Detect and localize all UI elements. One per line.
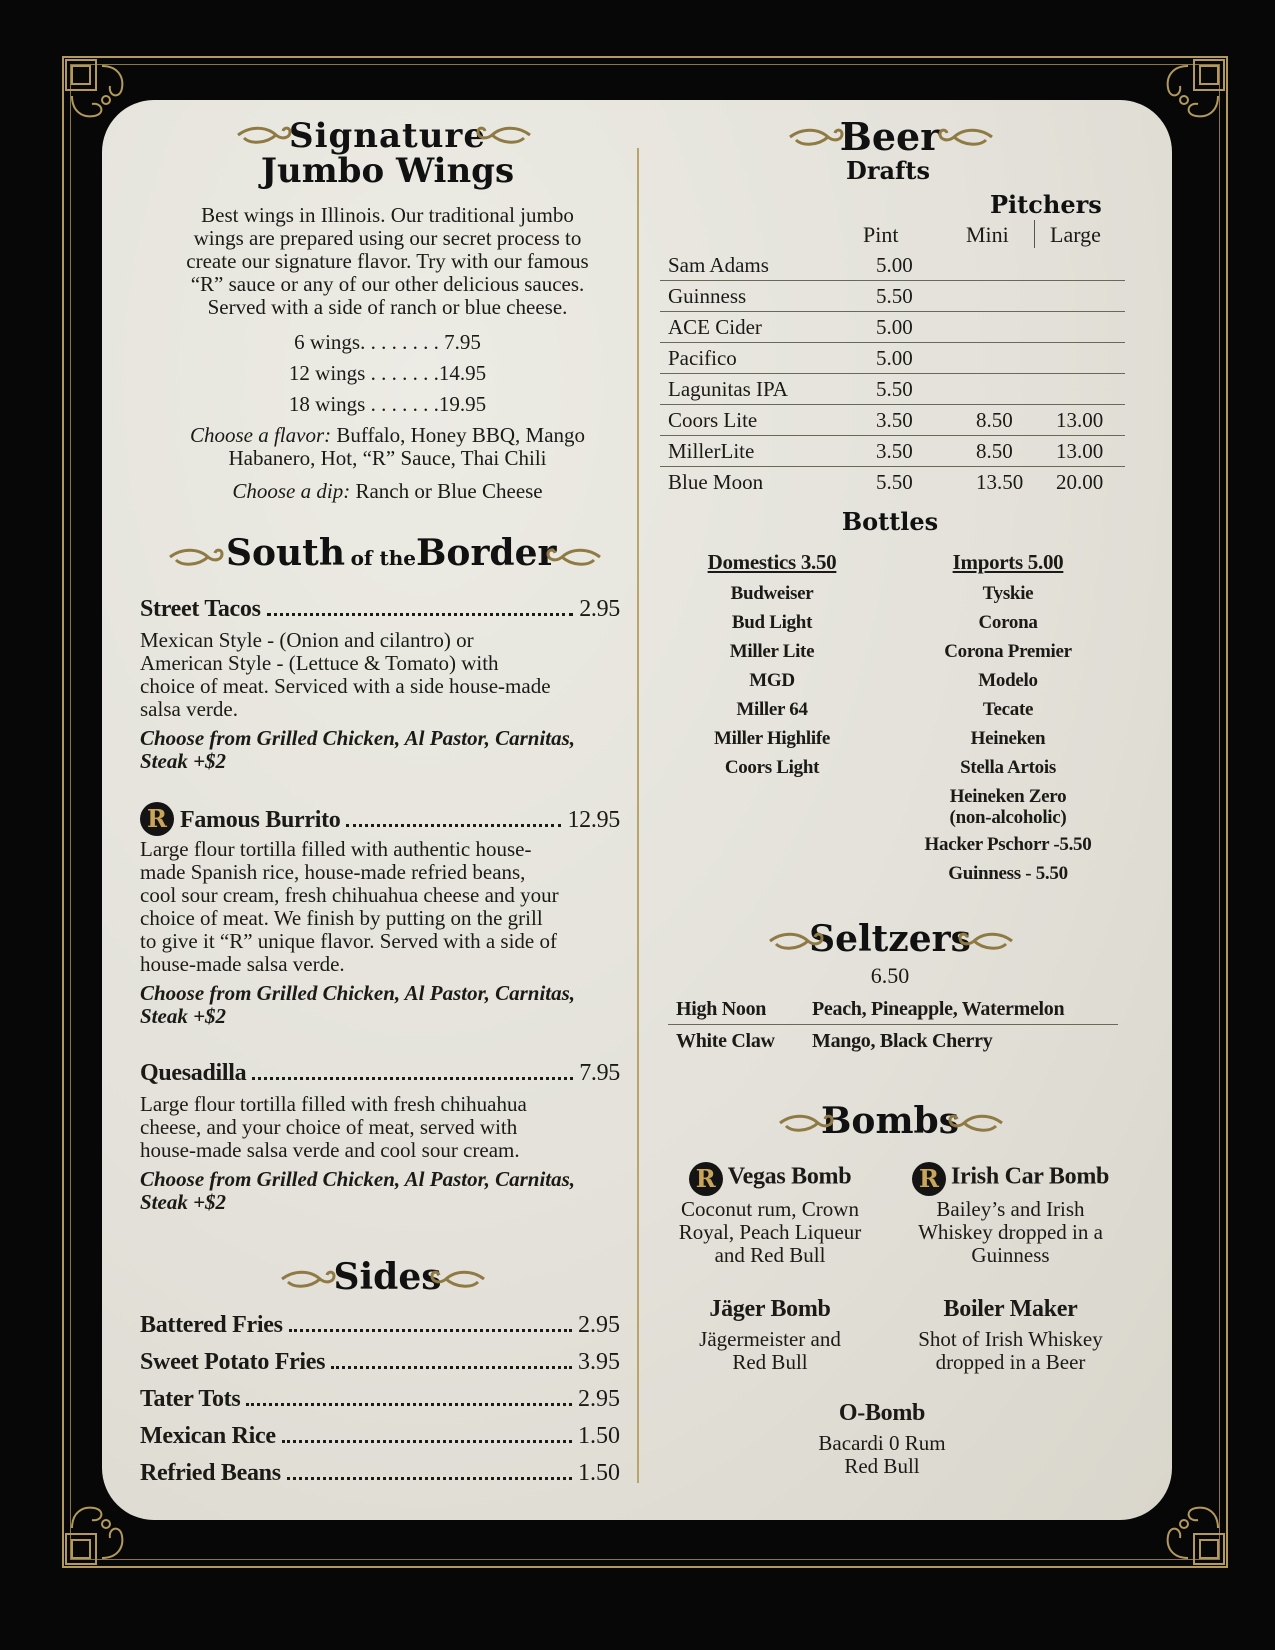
item-price: 7.95 (579, 1060, 620, 1086)
side-item (140, 1460, 620, 1497)
desc-line: American Style - (Lettuce & Tomato) with (140, 651, 499, 675)
item-name: Street Tacos (140, 596, 261, 622)
desc-line: cheese, and your choice of meat, served with (140, 1115, 518, 1139)
imports-list (893, 548, 1123, 888)
side-price: 1.50 (578, 1423, 620, 1449)
bomb-name: Boiler Maker (943, 1296, 1078, 1322)
desc-line: dropped in a Beer (935, 1350, 1086, 1374)
draft-large (1056, 374, 1125, 405)
item-description (140, 1093, 620, 1162)
seltzer-flavors: Mango, Black Cherry (812, 1029, 993, 1052)
r-badge-icon: R (140, 802, 174, 836)
choose-line: Steak +$2 (140, 1190, 227, 1214)
bomb-name: Jäger Bomb (709, 1296, 831, 1322)
bottle-item: Budweiser (730, 583, 814, 604)
wings-price-item: 12 wings . . . . . . .14.95 (288, 361, 487, 385)
desc-line: Royal, Peach Liqueur (678, 1220, 862, 1244)
bottle-item: Modelo (978, 670, 1038, 691)
r-badge-icon: R (912, 1162, 946, 1196)
bottle-item: Stella Artois (960, 757, 1056, 778)
bottle-item: Coors Light (724, 757, 820, 778)
choose-line: Steak +$2 (140, 749, 227, 773)
bomb-o (660, 1400, 1120, 1478)
swirl-left-icon (768, 930, 824, 952)
desc-line: Large flour tortilla filled with fresh chihuahua (140, 1092, 527, 1116)
desc-line: cool sour cream, fresh chihuahua cheese and your (140, 883, 559, 907)
seltzer-brand: White Claw (676, 1029, 775, 1052)
sides-list (140, 1312, 620, 1497)
item-name: Famous Burrito (180, 807, 341, 833)
wings-price-list (140, 327, 635, 420)
choose-line: Choose from Grilled Chicken, Al Pastor, Carnitas, (140, 981, 576, 1005)
draft-mini (976, 343, 1056, 374)
draft-large: 13.00 (1056, 436, 1125, 467)
corner-ornament-icon (62, 1494, 136, 1568)
bombs-header (660, 1100, 1120, 1144)
dip-options: Ranch or Blue Cheese (350, 479, 543, 503)
pitchers-label: Pitchers (990, 190, 1102, 219)
bomb-desc (898, 1328, 1123, 1374)
wings-section (140, 116, 635, 190)
sides-header (140, 1256, 635, 1300)
draft-large: 20.00 (1056, 469, 1104, 494)
domestics-header: Domestics 3.50 (707, 550, 837, 574)
bomb-name: O-Bomb (838, 1400, 926, 1426)
draft-mini (976, 312, 1056, 343)
wings-desc-line: create our signature flavor. Try with our famous (186, 249, 589, 273)
draft-row (660, 374, 1125, 405)
wings-desc-line: Served with a side of ranch or blue cheese. (207, 295, 568, 319)
menu-item-quesadilla (140, 1060, 620, 1214)
draft-table (660, 250, 1125, 497)
bottle-item: Bud Light (731, 612, 813, 633)
bombs-title: Bombs (821, 1100, 959, 1142)
side-item (140, 1349, 620, 1386)
side-name: Refried Beans (140, 1460, 281, 1486)
col-mini: Mini (966, 222, 1009, 247)
swirl-left-icon (168, 546, 224, 568)
bottle-item: Heineken (970, 728, 1046, 749)
wings-price-item: 6 wings. . . . . . . . 7.95 (294, 330, 481, 354)
draft-row (660, 405, 1125, 436)
seltzers-table (668, 994, 1118, 1057)
dot-leader (346, 824, 561, 827)
bottle-item: MGD (749, 670, 795, 691)
flavor-list: Buffalo, Honey BBQ, Mango (331, 423, 586, 447)
draft-mini: 13.50 (976, 469, 1024, 494)
wings-desc-line: wings are prepared using our secret process to (193, 226, 582, 250)
imports-header: Imports 5.00 (952, 550, 1064, 574)
bomb-name: Vegas Bomb (727, 1163, 852, 1190)
seltzers-title: Seltzers (809, 918, 971, 960)
bottle-item: Tyskie (982, 583, 1034, 604)
draft-pint: 5.50 (876, 469, 913, 494)
bottle-item: Heineken Zero (949, 786, 1067, 807)
draft-row (660, 250, 1125, 281)
draft-name: Pacifico (660, 343, 876, 374)
dot-leader (267, 613, 574, 616)
wings-title-line2: Jumbo Wings (260, 151, 515, 191)
wings-desc-line: “R” sauce or any of our other delicious sauces. (190, 272, 585, 296)
bottle-item: Corona Premier (944, 641, 1072, 662)
side-name: Battered Fries (140, 1312, 283, 1338)
desc-line: and Red Bull (714, 1243, 826, 1267)
menu-item-street-tacos (140, 596, 620, 773)
flavor-list-cont: Habanero, Hot, “R” Sauce, Thai Chili (228, 446, 547, 470)
sides-title: Sides (333, 1256, 442, 1298)
draft-mini: 8.50 (976, 436, 1056, 467)
desc-line: Bacardi 0 Rum (818, 1431, 946, 1455)
side-price: 2.95 (578, 1312, 620, 1338)
desc-line: Mexican Style - (Onion and cilantro) or (140, 628, 474, 652)
item-description (140, 629, 620, 721)
swirl-right-icon (948, 1112, 1004, 1134)
draft-pint: 3.50 (876, 436, 976, 467)
draft-name: Lagunitas IPA (660, 374, 876, 405)
side-item (140, 1386, 620, 1423)
swirl-left-icon (788, 126, 844, 148)
bomb-desc (644, 1432, 1120, 1478)
corner-ornament-icon (62, 56, 136, 130)
beer-header (660, 114, 1120, 185)
desc-line: Whiskey dropped in a (918, 1220, 1103, 1244)
desc-line: Large flour tortilla filled with authentic house- (140, 837, 532, 861)
side-price: 2.95 (578, 1386, 620, 1412)
draft-mini: 8.50 (976, 405, 1056, 436)
draft-large (1056, 250, 1125, 281)
side-price: 1.50 (578, 1460, 620, 1486)
item-name: Quesadilla (140, 1060, 247, 1086)
draft-name: MillerLite (660, 436, 876, 467)
desc-line: Shot of Irish Whiskey (918, 1327, 1103, 1351)
draft-pint: 5.50 (876, 374, 976, 405)
desc-line: made Spanish rice, house-made refried beans, (140, 860, 526, 884)
dip-label: Choose a dip: (232, 479, 351, 503)
dot-leader (289, 1329, 572, 1332)
menu-item-famous-burrito (140, 802, 620, 1028)
bottle-item: Miller Lite (729, 641, 815, 662)
draft-mini (976, 250, 1056, 281)
south-title-c: Border (416, 532, 557, 574)
bottle-item: Corona (978, 612, 1038, 633)
swirl-right-icon (430, 1268, 486, 1290)
bomb-boiler-maker (898, 1296, 1123, 1374)
item-price: 2.95 (579, 596, 620, 622)
bottle-item-note: (non-alcoholic) (949, 807, 1067, 828)
item-title-row (140, 802, 620, 836)
swirl-right-icon (958, 930, 1014, 952)
bomb-desc (660, 1198, 880, 1267)
swirl-right-icon (938, 126, 994, 148)
swirl-left-icon (280, 1268, 336, 1290)
corner-ornament-icon (1154, 1494, 1228, 1568)
desc-line: Coconut rum, Crown (681, 1197, 859, 1221)
side-name: Sweet Potato Fries (140, 1349, 326, 1375)
bomb-vegas (660, 1162, 880, 1267)
wings-title-line1: Signature (289, 116, 486, 156)
choose-line: Choose from Grilled Chicken, Al Pastor, Carnitas, (140, 1167, 576, 1191)
draft-name: Coors Lite (660, 405, 876, 436)
bottle-item: Miller Highlife (714, 728, 830, 749)
side-name: Tater Tots (140, 1386, 241, 1412)
dot-leader (246, 1403, 572, 1406)
side-item (140, 1312, 620, 1349)
seltzer-flavors: Peach, Pineapple, Watermelon (812, 997, 1065, 1020)
south-title-a: South (226, 532, 345, 574)
bomb-desc (898, 1198, 1123, 1267)
bottle-item: Guinness - 5.50 (948, 863, 1068, 884)
drafts-title: Drafts (846, 156, 930, 185)
wings-price-item: 18 wings . . . . . . .19.95 (288, 392, 487, 416)
draft-row (660, 467, 1125, 498)
side-item (140, 1423, 620, 1460)
item-choose (140, 982, 620, 1028)
draft-pint: 5.00 (876, 343, 976, 374)
draft-name: Sam Adams (660, 250, 876, 281)
draft-name: Blue Moon (668, 469, 764, 494)
bomb-desc (660, 1328, 880, 1374)
swirl-right-icon (476, 124, 532, 146)
draft-mini (976, 374, 1056, 405)
wings-dip (140, 480, 635, 503)
desc-line: Red Bull (844, 1454, 920, 1478)
item-choose (140, 727, 620, 773)
draft-large (1056, 281, 1125, 312)
desc-line: Red Bull (732, 1350, 808, 1374)
swirl-right-icon (546, 546, 602, 568)
item-title-row (140, 596, 620, 623)
draft-row (660, 343, 1125, 374)
dot-leader (252, 1077, 573, 1080)
side-price: 3.95 (578, 1349, 620, 1375)
desc-line: choice of meat. We finish by putting on the grill (140, 906, 543, 930)
bomb-name: Irish Car Bomb (951, 1163, 1110, 1190)
desc-line: choice of meat. Serviced with a side house-made (140, 674, 551, 698)
desc-line: Bailey’s and Irish (936, 1197, 1085, 1221)
draft-name: ACE Cider (660, 312, 876, 343)
draft-pint: 5.00 (876, 250, 976, 281)
seltzer-row (668, 1025, 1118, 1057)
item-description (140, 838, 620, 976)
column-divider (637, 148, 639, 1483)
draft-pint: 3.50 (876, 405, 976, 436)
bomb-jager (660, 1296, 880, 1374)
beer-title: Beer (839, 114, 941, 159)
draft-row (660, 436, 1125, 467)
draft-pint: 5.00 (876, 312, 976, 343)
corner-ornament-icon (1154, 56, 1228, 130)
desc-line: Jägermeister and (699, 1327, 841, 1351)
flavor-label: Choose a flavor: (189, 423, 332, 447)
bottle-item: Hacker Pschorr -5.50 (924, 834, 1092, 855)
desc-line: to give it “R” unique flavor. Served with a side of (140, 929, 557, 953)
item-title-row (140, 1060, 620, 1087)
desc-line: salsa verde. (140, 697, 238, 721)
swirl-left-icon (236, 124, 292, 146)
draft-name: Guinness (660, 281, 876, 312)
draft-large (1056, 312, 1125, 343)
item-choose (140, 1168, 620, 1214)
desc-line: house-made salsa verde. (140, 952, 345, 976)
south-title-b: of the (350, 546, 416, 570)
bottles-title: Bottles (841, 507, 939, 536)
side-name: Mexican Rice (140, 1423, 276, 1449)
seltzer-brand: High Noon (676, 997, 767, 1020)
draft-pint: 5.50 (876, 281, 976, 312)
dot-leader (287, 1477, 572, 1480)
seltzers-header (660, 918, 1120, 962)
dot-leader (282, 1440, 572, 1443)
south-header (168, 532, 608, 580)
wings-flavors (140, 424, 635, 470)
draft-large: 13.00 (1056, 405, 1125, 436)
wings-description (140, 204, 635, 319)
swirl-left-icon (778, 1112, 834, 1134)
draft-row (660, 312, 1125, 343)
draft-large (1056, 343, 1125, 374)
bottle-item: Tecate (982, 699, 1034, 720)
seltzer-row (668, 994, 1118, 1025)
draft-mini (976, 281, 1056, 312)
choose-line: Steak +$2 (140, 1004, 227, 1028)
pitcher-divider (1034, 220, 1035, 248)
wings-desc-line: Best wings in Illinois. Our traditional jumbo (201, 203, 574, 227)
draft-row (660, 281, 1125, 312)
desc-line: Guinness (971, 1243, 1050, 1267)
seltzers-price: 6.50 (870, 963, 910, 988)
col-large: Large (1050, 222, 1101, 247)
domestics-list (672, 548, 872, 782)
dot-leader (331, 1366, 572, 1369)
bomb-irish-car (898, 1162, 1123, 1267)
col-pint: Pint (863, 222, 899, 247)
r-badge-icon: R (689, 1162, 723, 1196)
item-price: 12.95 (567, 807, 620, 833)
choose-line: Choose from Grilled Chicken, Al Pastor, Carnitas, (140, 726, 576, 750)
desc-line: house-made salsa verde and cool sour cream. (140, 1138, 520, 1162)
bottle-item: Miller 64 (736, 699, 808, 720)
